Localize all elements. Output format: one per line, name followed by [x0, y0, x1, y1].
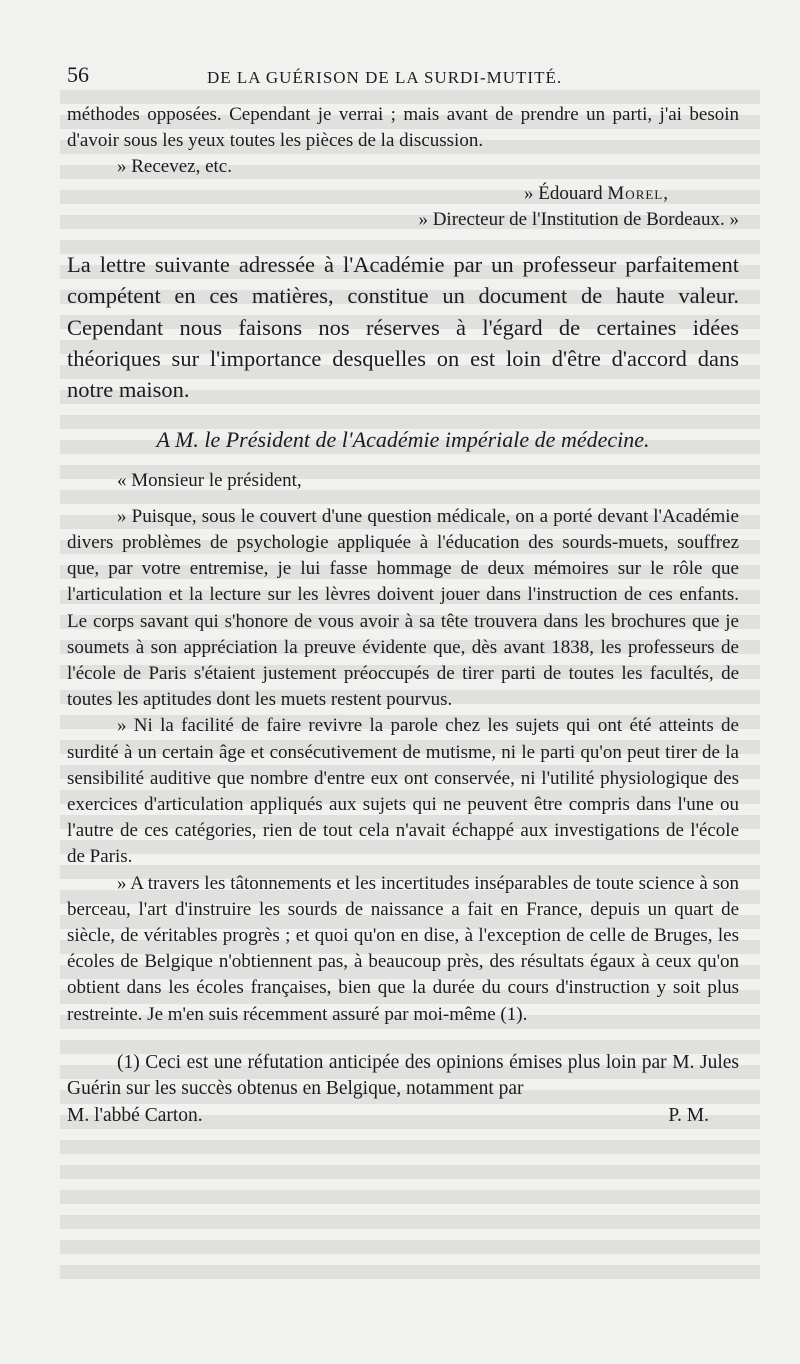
- body-paragraph: » Puisque, sous le couvert d'une question médicale, on a porté devant l'Académie divers problèmes de psychologie appliquée à l'éducation des sourds-muets, souffrez que, par votre entremise, je lui fasse hommage de deux mémoires sur le rôle que l'articulation et la lecture sur les lèvres doivent jouer dans l'instruction de ces enfants. Le corps savant qui s'honore de vous avoir à sa tête trouvera dans les brochures que je soumets à son appréciation la preuve évidente que, dès avant 1838, les professeurs de l'école de Paris s'étaient justement préoccupés de tirer parti de toutes les facultés, de toutes les aptitudes dont les muets restent pourvus.: [67, 505, 739, 711]
- salutation: « Monsieur le président,: [117, 469, 302, 491]
- body-paragraph: » Ni la facilité de faire revivre la parole chez les sujets qui ont été atteints de surdité à un certain âge et consécutivement de mutisme, ni le parti qu'on peut tirer de la sensibilité auditive que nombre d'entre eux ont conservée, ni l'utilité physiologique des exercices d'articulation appliqués aux sujets qui ne peuvent être compris dans l'une ou l'autre de ces catégories, rien de tout cela n'avait échappé aux investigations de l'école de Paris.: [67, 715, 739, 868]
- footnote-last-line: [67, 1103, 739, 1129]
- signature-title: » Directeur de l'Institution de Bordeaux. »: [418, 208, 739, 230]
- letter-closing: » Recevez, etc.: [117, 156, 232, 178]
- letter-signature: [67, 181, 739, 207]
- letter-address: A M. le Président de l'Académie impériale de médecine.: [156, 426, 650, 452]
- signature-prefix: » Édouard: [524, 182, 608, 204]
- signature-name: Morel,: [607, 182, 669, 204]
- footnote-ending: M. l'abbé Carton.: [67, 1104, 203, 1126]
- footnote-text: (1) Ceci est une réfutation anticipée des opinions émises plus loin par M. Jules Guérin sur les succès obtenus en Belgique, notamment par: [67, 1051, 739, 1100]
- page-body: [67, 102, 739, 1129]
- page-number: 56: [67, 62, 89, 87]
- letter-end-paragraph: méthodes opposées. Cependant je verrai ; mais avant de prendre un parti, j'ai besoin d'avoir sous les yeux toutes les pièces de la discussion.: [67, 104, 739, 152]
- running-title: DE LA GUÉRISON DE LA SURDI-MUTITÉ.: [207, 68, 563, 87]
- intro-paragraph: La lettre suivante adressée à l'Académie par un professeur parfaitement compétent en ces matières, constitue un document de haute valeur. Cependant nous faisons nos réserves à l'égard de certaines idées théoriques sur l'importance desquelles on est loin d'être d'accord dans notre maison.: [67, 252, 739, 403]
- body-paragraph: » A travers les tâtonnements et les incertitudes inséparables de toute science à son berceau, l'art d'instruire les sourds de naissance a fait en France, depuis un quart de siècle, de véritables progrès ; et quoi qu'on en dise, à l'exception de celle de Bruges, les écoles de Belgique n'obtiennent pas, à beaucoup près, des résultats égaux à ceux qu'on obtient dans les écoles françaises, bien que la durée du cours d'instruction y soit plus restreinte. Je m'en suis récemment assuré par moi-même (1).: [67, 872, 739, 1025]
- footnote-initials: P. M.: [668, 1104, 709, 1126]
